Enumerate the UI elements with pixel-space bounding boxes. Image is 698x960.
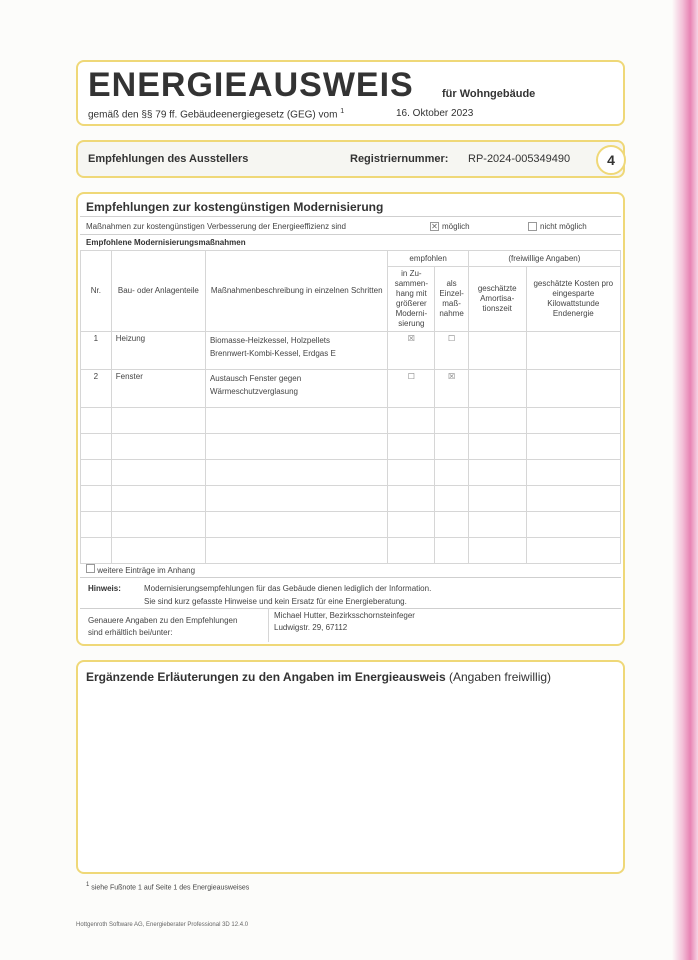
appendix-label: weitere Einträge im Anhang: [97, 566, 196, 575]
table-row-empty: [81, 408, 621, 434]
appendix-checkbox[interactable]: [86, 564, 95, 573]
document-subtitle: für Wohngebäude: [442, 88, 536, 100]
not-possible-label: nicht möglich: [540, 222, 587, 231]
bar-section-label: Empfehlungen des Ausstellers: [88, 153, 249, 165]
law-date: 16. Oktober 2023: [396, 108, 474, 119]
divider: [80, 216, 621, 217]
row-bau: Heizung: [111, 332, 205, 370]
details-line: Genauere Angaben zu den Empfehlungen: [88, 616, 238, 625]
divider: [80, 577, 621, 578]
table-row: [81, 370, 621, 408]
registration-label: Registriernummer:: [350, 153, 449, 165]
not-possible-checkbox[interactable]: [528, 222, 537, 231]
possible-checkbox[interactable]: ✕: [431, 222, 438, 231]
recommended-measures-heading: Empfohlene Modernisierungsmaßnahmen: [86, 238, 246, 247]
table-row-empty: [81, 538, 621, 564]
row-mark-zusammenhang[interactable]: ☐: [388, 370, 435, 408]
law-footnote-mark: 1: [340, 108, 345, 115]
row-amortisation: [468, 370, 526, 408]
appendix-line: [86, 564, 195, 575]
table-row-empty: [81, 486, 621, 512]
row-kosten: [526, 332, 620, 370]
divider: [80, 234, 621, 235]
software-credit: Hottgenroth Software AG, Energieberater Professional 3D 12.4.0: [76, 922, 249, 928]
row-mark-einzel[interactable]: ☒: [435, 370, 468, 408]
registration-number: RP-2024-005349490: [468, 153, 571, 165]
page-number-badge: 4: [596, 145, 626, 175]
divider: [268, 608, 269, 642]
supplementary-title-bold: Ergänzende Erläuterungen zu den Angaben im Energieausweis: [86, 670, 446, 684]
row-mark-zusammenhang[interactable]: ☒: [388, 332, 435, 370]
row-kosten: [526, 370, 620, 408]
page-edge-shadow: [672, 0, 698, 960]
col-empfohlen: empfohlen: [388, 251, 468, 267]
law-reference: [88, 108, 344, 120]
row-nr: 2: [81, 370, 112, 408]
row-bau: Fenster: [111, 370, 205, 408]
measures-table: [80, 250, 621, 564]
col-nr: Nr.: [81, 251, 112, 332]
law-text: gemäß den §§ 79 ff. Gebäudeenergiegesetz (GEG) vom: [88, 109, 338, 121]
possible-label: möglich: [442, 222, 470, 231]
document-title: ENERGIEAUSWEIS: [88, 66, 414, 104]
modernization-box: [76, 192, 625, 646]
footnote-text: siehe Fußnote 1 auf Seite 1 des Energieausweises: [91, 884, 250, 892]
supplementary-title-normal: (Angaben freiwillig): [448, 670, 552, 684]
hint-line: Modernisierungsempfehlungen für das Gebäude dienen lediglich der Information.: [144, 584, 432, 593]
contact-line: Michael Hutter, Bezirksschornsteinfeger: [274, 611, 415, 620]
supplementary-box: [76, 660, 625, 874]
row-massnahme: [205, 370, 387, 408]
row-massnahme-line: Austausch Fenster gegen: [209, 374, 302, 383]
table-row: [81, 332, 621, 370]
row-amortisation: [468, 332, 526, 370]
row-massnahme-line: Biomasse-Heizkessel, Holzpellets: [209, 336, 331, 345]
table-row-empty: [81, 434, 621, 460]
hint-line: Sie sind kurz gefasste Hinweise und kein Ersatz für eine Energieberatung.: [144, 597, 407, 606]
possible-line: Maßnahmen zur kostengünstigen Verbesserung der Energieeffizienz sind: [86, 222, 347, 231]
col-freiwillig: (freiwillige Angaben): [468, 251, 620, 267]
contact-line: Ludwigstr. 29, 67112: [274, 623, 348, 632]
row-massnahme-line: Brennwert-Kombi-Kessel, Erdgas E: [209, 349, 336, 358]
col-bau: Bau- oder Anlagenteile: [111, 251, 205, 332]
section-title: Empfehlungen zur kostengünstigen Modernisierung: [86, 200, 384, 214]
header-box: [76, 60, 625, 126]
col-amortisation: geschätzte Amortisa-tionszeit: [468, 267, 526, 332]
footnote-mark: 1: [86, 882, 90, 888]
supplementary-title: [86, 670, 551, 684]
row-nr: 1: [81, 332, 112, 370]
divider: [80, 608, 621, 609]
col-kosten: geschätzte Kosten pro eingesparte Kilowattstunde Endenergie: [526, 267, 620, 332]
hint-label: Hinweis:: [88, 584, 121, 593]
row-mark-einzel[interactable]: ☐: [435, 332, 468, 370]
table-row-empty: [81, 460, 621, 486]
recommendations-bar: [76, 140, 625, 178]
row-massnahme: [205, 332, 387, 370]
col-massnahmen: Maßnahmenbeschreibung in einzelnen Schritten: [205, 251, 387, 332]
col-einzelmassnahme: als Einzel-maß-nahme: [435, 267, 468, 332]
footnote: [86, 882, 249, 891]
col-in-zusammenhang: in Zu-sammen-hang mit größerer Moderni-sierung: [388, 267, 435, 332]
details-line: sind erhältlich bei/unter:: [88, 628, 173, 637]
row-massnahme-line: Wärmeschutzverglasung: [209, 387, 299, 396]
table-row-empty: [81, 512, 621, 538]
